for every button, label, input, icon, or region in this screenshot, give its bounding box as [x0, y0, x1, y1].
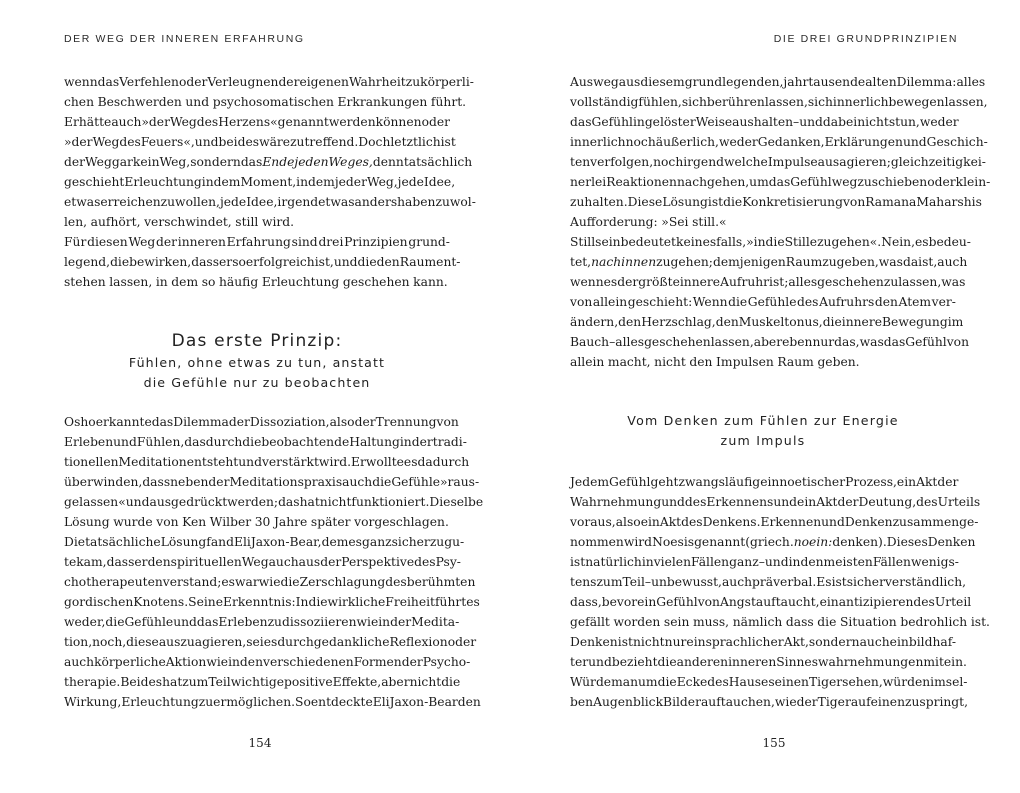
left-text-block-1	[64, 72, 476, 292]
text-line: Ausweg aus diesem grundlegenden, jahrtausendealten Dilemma: alles	[570, 75, 986, 89]
right-text-block-1	[570, 72, 991, 372]
section-heading-thinking-to-feeling	[570, 411, 956, 451]
text-line: wenn das Verfehlen oder Verleugnen der eigenen Wahrheit zu körperli-	[64, 75, 474, 89]
heading-subtitle-line-1: Fühlen, ohne etwas zu tun, anstatt	[128, 355, 386, 370]
text-line: Wirkung, Erleuchtung zu ermöglichen. So entdeckte Eli Jaxon-Bear den	[64, 695, 481, 709]
text-line: vollständig fühlen, sich berühren lassen, sich innerlich bewegen lassen,	[570, 95, 988, 109]
text-line: »der Weg des Feuers«, und beides wäre zutreffend. Doch letztlich ist	[64, 135, 456, 149]
text-line: stehen lassen, in dem so häufig Erleuchtung geschehen kann.	[64, 275, 448, 289]
text-line: Osho erkannte das Dilemma der Dissoziation, also der Trennung von	[64, 415, 459, 429]
text-line: Stillsein bedeutet keinesfalls, »in die Stille zu gehen«. Nein, es bedeu-	[570, 235, 971, 249]
text-line: len, aufhört, verschwindet, still wird.	[64, 215, 295, 229]
left-text-block-2	[64, 412, 484, 712]
text-line: der Weg gar kein Weg, sondern das Ende jeden Weges, denn tatsächlich	[64, 155, 473, 169]
running-head-right: DIE DREI GRUNDPRINZIPIEN	[773, 33, 958, 45]
text-line: das Gefühl in gelöster Weise aushalten – und dabei nichts tun, weder	[570, 115, 959, 129]
right-page	[510, 0, 1020, 793]
text-line: Lösung wurde von Ken Wilber 30 Jahre später vorgeschlagen.	[64, 515, 449, 529]
right-text-block-2	[570, 472, 990, 712]
text-line: Die tatsächliche Lösung fand Eli Jaxon-Bear, dem es ganz sicher zugu-	[64, 535, 465, 549]
text-line: ben Augenblick Bilder auftauchen, wie der Tiger auf einen zuspringt,	[570, 695, 969, 709]
text-line: Denken ist nicht nur ein sprachlicher Akt, sondern auch ein bildhaf-	[570, 635, 956, 649]
text-line: Bauch – alles geschehen lassen, aber eben nur das, was das Gefühl von	[570, 335, 970, 349]
text-line: ten verfolgen, noch irgendwelche Impulse ausagieren; gleichzeitig kei-	[570, 155, 986, 169]
text-line: chotherapeuten verstand; es war wie die Zerschlagung des berühmten	[64, 575, 476, 589]
text-line: Jedem Gefühl geht zwangsläufig ein noetischer Prozess, ein Akt der	[570, 475, 959, 489]
text-line: Erleben und Fühlen, das durch die beobachtende Haltung in der tradi-	[64, 435, 467, 449]
text-line: gelassen« und ausgedrückt werden; das hat nicht funktioniert. Dieselbe	[64, 495, 484, 509]
text-line: auch körperliche Aktion wie in den verschiedenen Formen der Psycho-	[64, 655, 471, 669]
text-line: tionellen Meditation entsteht und verstärkt wird. Er wollte es dadurch	[64, 455, 470, 469]
text-line: ter und bezieht die anderen inneren Sinneswahrnehmungen mit ein.	[570, 655, 967, 669]
page-number-left: 154	[248, 736, 272, 750]
page-number-right: 155	[762, 736, 786, 750]
text-line: tet, nach innen zu gehen; demjenigen Raum zu geben, was da ist, auch	[570, 255, 968, 269]
text-line: weder, die Gefühle und das Erleben zu dissoziieren wie in der Medita-	[64, 615, 460, 629]
text-line: überwinden, dass neben der Meditationspraxis auch die Gefühle »raus-	[64, 475, 480, 489]
text-line: zuhalten. Diese Lösung ist die Konkretisierung von Ramana Maharshis	[570, 195, 982, 209]
text-line: tens zum Teil – unbewusst, auch präverbal. Es ist sicher verständlich,	[570, 575, 967, 589]
text-line: voraus, also ein Akt des Denkens. Erkennen und Denken zusammenge-	[570, 515, 979, 529]
text-line: allein macht, nicht den Impulsen Raum geben.	[570, 355, 860, 369]
text-line: tion, noch, diese auszuagieren, sei es durch gedankliche Reflexion oder	[64, 635, 477, 649]
text-line: Er hätte auch »der Weg des Herzens« genannt werden können oder	[64, 115, 450, 129]
text-line: Wahrnehmung und des Erkennens und ein Akt der Deutung, des Urteils	[570, 495, 981, 509]
heading-subtitle-line-2: die Gefühle nur zu beobachten	[143, 375, 371, 390]
text-line: ändern, den Herzschlag, den Muskeltonus, die innere Bewegung im	[570, 315, 964, 329]
text-line: Würde man um die Ecke des Hauses einen Tiger sehen, würden im sel-	[570, 675, 968, 689]
text-line: von allein geschieht: Wenn die Gefühle des Aufruhrs den Atem ver-	[570, 295, 956, 309]
text-line: legend, die bewirken, dass er so erfolgreich ist, und die den Raum ent-	[64, 255, 461, 269]
text-line: gordischen Knotens. Seine Erkenntnis: In die wirkliche Freiheit führt es	[64, 595, 480, 609]
text-line: ist natürlich in vielen Fällen ganz – und in den meisten Fällen wenigs-	[570, 555, 959, 569]
text-line: gefällt worden sein muss, nämlich dass die Situation bedrohlich ist.	[570, 615, 990, 629]
heading-line-2: zum Impuls	[720, 433, 806, 448]
text-line: etwas erreichen zu wollen, jede Idee, irgendetwas anders haben zu wol-	[64, 195, 476, 209]
text-line: nommen wird Noesis genannt (griech. noein: denken). Dieses Denken	[570, 535, 976, 549]
heading-title: Das erste Prinzip:	[171, 331, 343, 351]
text-line: innerlich noch äußerlich, weder Gedanken, Erklärungen und Geschich-	[570, 135, 988, 149]
running-head-left: DER WEG DER INNEREN ERFAHRUNG	[64, 33, 305, 45]
text-line: tekam, dass er den spirituellen Weg auch aus der Perspektive des Psy-	[64, 555, 461, 569]
text-line: chen Beschwerden und psychosomatischen Erkrankungen führt.	[64, 95, 467, 109]
heading-line-1: Vom Denken zum Fühlen zur Energie	[627, 413, 899, 428]
text-line: Aufforderung: »Sei still.«	[570, 215, 727, 229]
text-line: nerlei Reaktionen nachgehen, um das Gefühl wegzuschieben oder klein-	[570, 175, 991, 189]
section-heading-first-principle	[64, 329, 450, 393]
text-line: wenn es der größte innere Aufruhr ist; alles geschehen zu lassen, was	[570, 275, 966, 289]
text-line: therapie. Beides hat zum Teil wichtige positive Effekte, aber nicht die	[64, 675, 461, 689]
text-line: Für diesen Weg der inneren Erfahrung sind drei Prinzipien grund-	[64, 235, 450, 249]
text-line: dass, bevor ein Gefühl von Angst auftaucht, ein antizipierendes Urteil	[570, 595, 972, 609]
text-line: geschieht Erleuchtung in dem Moment, in dem jeder Weg, jede Idee,	[64, 175, 456, 189]
